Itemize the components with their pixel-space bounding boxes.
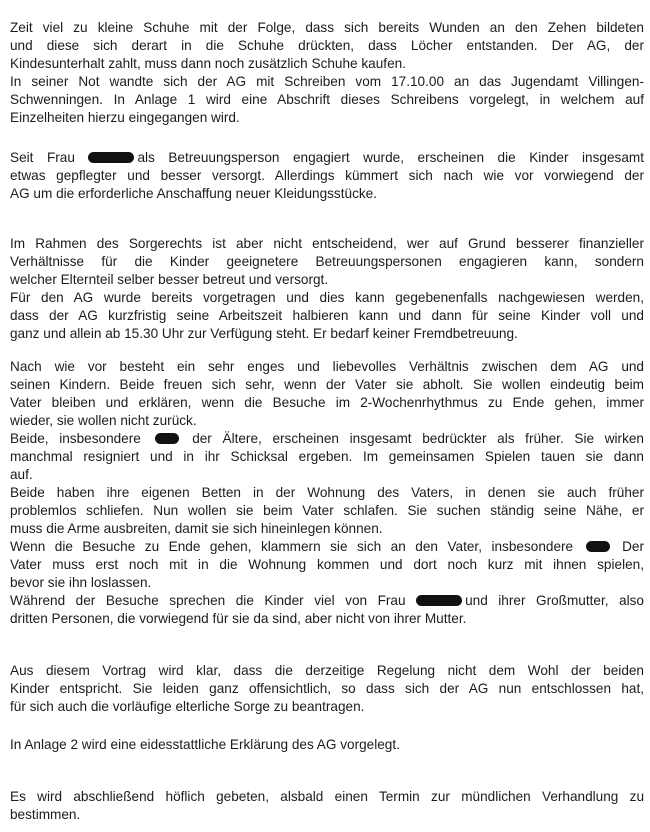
text-segment: und ihrer Großmutter, also [465,593,644,608]
text-line: Verhältnisse für die Kinder geeignetere Betreuungspersonen engagieren kann, sondern [10,254,644,269]
text-line: In seiner Not wandte sich der AG mit Schreiben vom 17.10.00 an das Jugendamt Villingen- [10,74,644,89]
text-line: Kinder entspricht. Sie leiden ganz offensichtlich, so dass sich der AG nun entschlossen hat, [10,681,644,696]
text-line: dass der AG kurzfristig seine Arbeitszeit halbieren kann und dann für seine Kinder voll und [10,308,644,323]
text-line: muss die Arme ausbreiten, damit sie sich hineinlegen können. [10,521,383,536]
text-line: auf. [10,467,33,482]
text-line: In Anlage 2 wird eine eidesstattliche Erklärung des AG vorgelegt. [10,737,400,752]
paragraph-betreuung [10,149,644,203]
text-line: ganz und allein ab 15.30 Uhr zur Verfügung steht. Er bedarf keiner Fremdbetreuung. [10,326,518,341]
paragraph-shoes [10,19,644,73]
paragraph-vortrag [10,662,644,716]
paragraph-termin [10,788,644,824]
text-line: Kindesunterhalt zahlt, muss dann noch zusätzlich Schuhe kaufen. [10,56,406,71]
text-line: AG um die erforderliche Anschaffung neuer Kleidungsstücke. [10,186,377,201]
text-segment: der Ältere, erscheinen insgesamt bedrückter als früher. Sie wirken [192,431,644,446]
paragraph-jugendamt [10,73,644,127]
text-line: etwas gepflegter und besser versorgt. Allerdings kümmert sich nach wie vor vorwiegend der [10,168,644,183]
text-line: problemlos schliefen. Nun wollen sie beim Vater schlafen. Sie suchen ständig seine Nähe, er [10,503,644,518]
text-line: welcher Elternteil selber besser betreut und versorgt. [10,272,329,287]
text-line: Aus diesem Vortrag wird klar, dass die derzeitige Regelung nicht dem Wohl der beiden [10,663,644,678]
redaction-mark [155,433,179,444]
text-line: wieder, sie wollen nicht zurück. [10,413,197,428]
text-segment: Der [622,539,644,554]
text-line: Beide haben ihre eigenen Betten in der Wohnung des Vaters, in denen sie auch früher [10,485,644,500]
text-line: Einzelheiten hierzu eingegangen wird. [10,110,240,125]
text-line: Vater bleiben und erklären, wenn die Besuche im 2-Wochenrhythmus zu Ende gehen, immer [10,395,644,410]
redaction-mark [416,595,462,606]
text-segment: als Betreuungsperson engagiert wurde, erscheinen die Kinder insgesamt [137,150,644,165]
redaction-mark [586,541,610,552]
text-line: bestimmen. [10,807,81,822]
text-segment: Wenn die Besuche zu Ende gehen, klammern sie sich an den Vater, insbesondere [10,539,574,554]
text-line: seinen Kindern. Beide freuen sich sehr, wenn der Vater sie abholt. Sie wollen eindeutig beim [10,377,644,392]
text-line: Es wird abschließend höflich gebeten, alsbald einen Termin zur mündlichen Verhandlung zu [10,789,644,804]
paragraph-sorgerecht [10,235,644,343]
text-line [10,538,644,556]
text-segment: Beide, insbesondere [10,431,141,446]
text-line [10,149,644,167]
text-line: Zeit viel zu kleine Schuhe mit der Folge, dass sich bereits Wunden an den Zehen bildeten [10,20,644,35]
text-line: und diese sich derart in die Schuhe drückten, dass Löcher entstanden. Der AG, der [10,38,644,53]
text-line: Nach wie vor besteht ein sehr enges und liebevolles Verhältnis zwischen dem AG und [10,359,644,374]
paragraph-anlage-2 [10,736,644,754]
text-line: manchmal resigniert und in ihr Schicksal ergeben. Im gemeinsamen Spielen tauen sie dann [10,449,644,464]
text-line [10,430,644,448]
paragraph-verhaeltnis [10,358,644,628]
text-line: Für den AG wurde bereits vorgetragen und dies kann gegebenenfalls nachgewiesen werden, [10,290,644,305]
text-line: Vater muss erst noch mit in die Wohnung kommen und dort noch kurz mit ihnen spielen, [10,557,644,572]
text-line: dritten Personen, die vorwiegend für sie da sind, aber nicht von ihrer Mutter. [10,611,467,626]
text-line: Im Rahmen des Sorgerechts ist aber nicht entscheidend, wer auf Grund besserer finanzieller [10,236,644,251]
text-line [10,592,644,610]
text-line: bevor sie ihn loslassen. [10,575,152,590]
text-segment: Während der Besuche sprechen die Kinder viel von Frau [10,593,406,608]
text-segment: Seit Frau [10,150,75,165]
redaction-mark [88,152,134,163]
text-line: für sich auch die vorläufige elterliche Sorge zu beantragen. [10,699,365,714]
text-line: Schwenningen. In Anlage 1 wird eine Abschrift dieses Schreibens vorgelegt, in welchem auf [10,92,644,107]
